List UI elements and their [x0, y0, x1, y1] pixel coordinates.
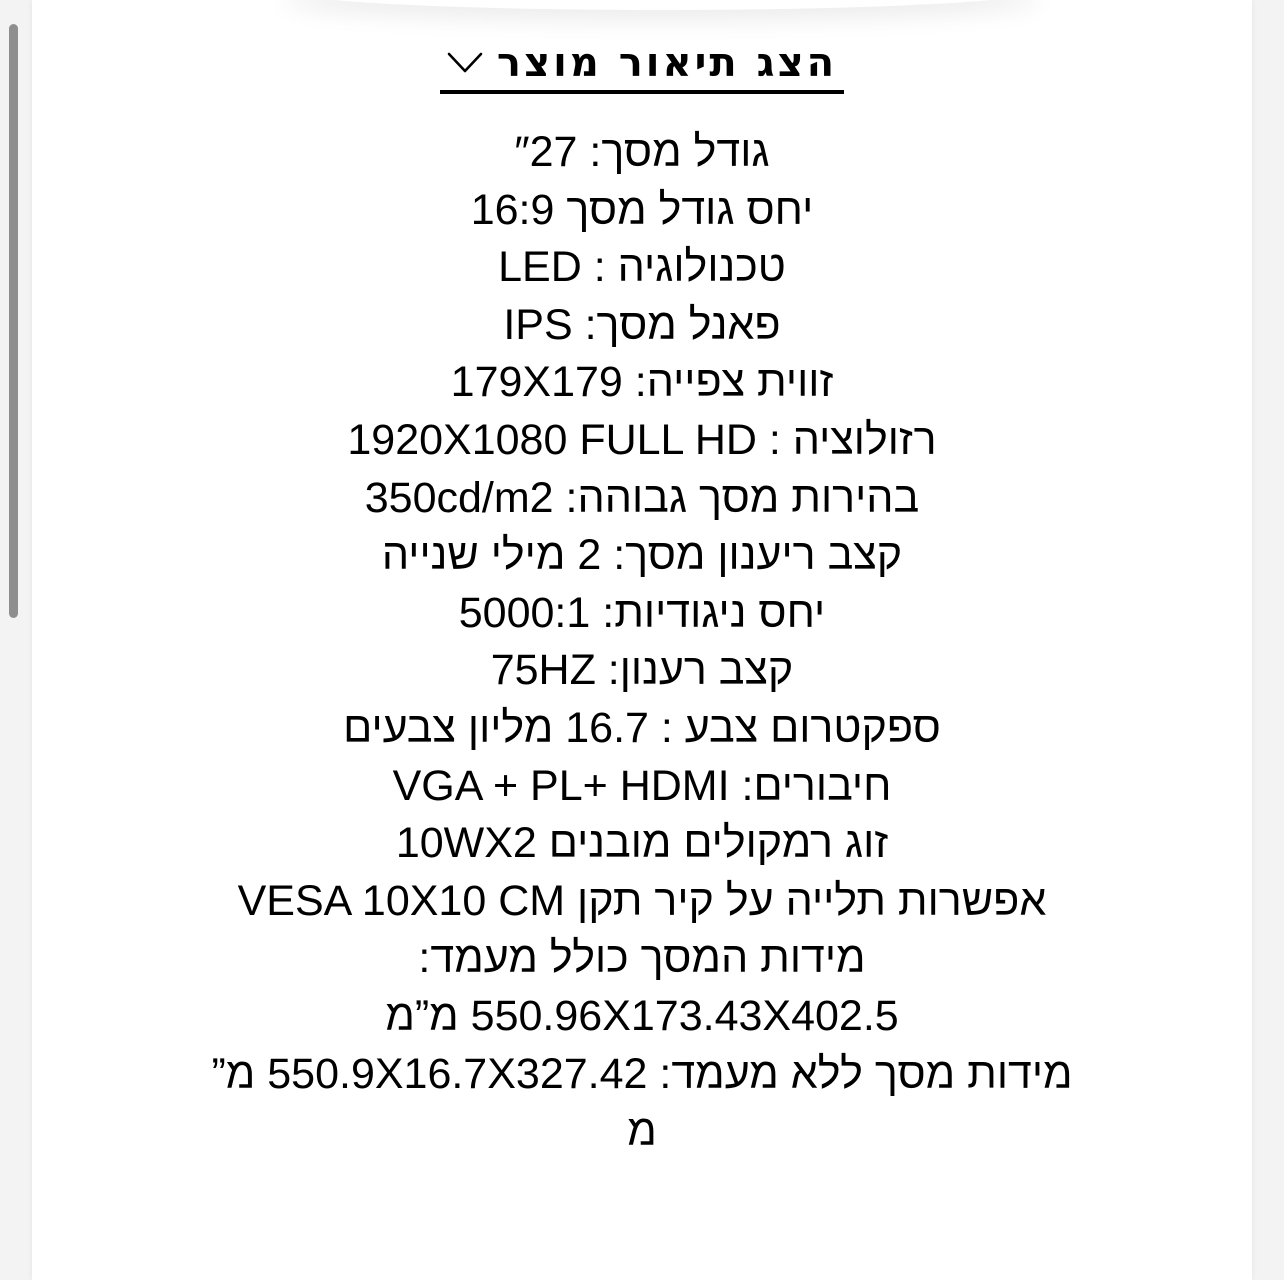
spec-line-contrast: יחס ניגודיות: 5000:1 [458, 588, 826, 637]
spec-line-dimensions-with-stand-label: מידות המסך כולל מעמד: [418, 934, 866, 983]
spec-line-vesa: אפשרות תלייה על קיר תקן VESA 10X10 CM [237, 876, 1047, 925]
chevron-down-icon [447, 51, 483, 75]
spec-line-refresh-rate: קצב רענון: 75HZ [490, 646, 794, 695]
spec-line-color-spectrum: ספקטרום צבע : 16.7 מליון צבעים [343, 703, 941, 752]
spec-line-panel: פאנל מסך: IPS [503, 300, 781, 349]
scrollbar[interactable] [9, 24, 18, 618]
spec-line-aspect-ratio: יחס גודל מסך 16:9 [470, 185, 814, 234]
spec-line-connections: חיבורים: VGA + PL+ HDMI [392, 761, 892, 810]
spec-line-brightness: בהירות מסך גבוהה: 350cd/m2 [364, 473, 920, 522]
spec-line-response-time: קצב ריענון מסך: 2 מילי שנייה [381, 531, 903, 580]
show-description-label: הצג תיאור מוצר [496, 40, 838, 86]
spec-line-screen-size: גודל מסך: ″27 [514, 128, 770, 176]
spec-line-dimensions-unit-wrap: מ [627, 1107, 657, 1156]
spec-line-speakers: זוג רמקולים מובנים 10WX2 [395, 819, 889, 868]
card-top-shadow [282, 0, 1042, 10]
spec-list [32, 124, 1252, 1161]
spec-line-resolution: רזולוציה : 1920X1080 FULL HD [347, 415, 937, 464]
spec-line-dimensions-with-stand: 550.96X173.43X402.5 מ”מ [385, 991, 899, 1040]
spec-line-viewing-angle: זווית צפייה: 179X179 [450, 358, 834, 407]
spec-line-technology: טכנולוגיה : LED [498, 243, 786, 292]
spec-line-dimensions-without-stand: מידות מסך ללא מעמד: 550.9X16.7X327.42 מ” [211, 1049, 1073, 1098]
product-description-card [32, 0, 1252, 1280]
show-description-toggle[interactable] [440, 36, 844, 94]
